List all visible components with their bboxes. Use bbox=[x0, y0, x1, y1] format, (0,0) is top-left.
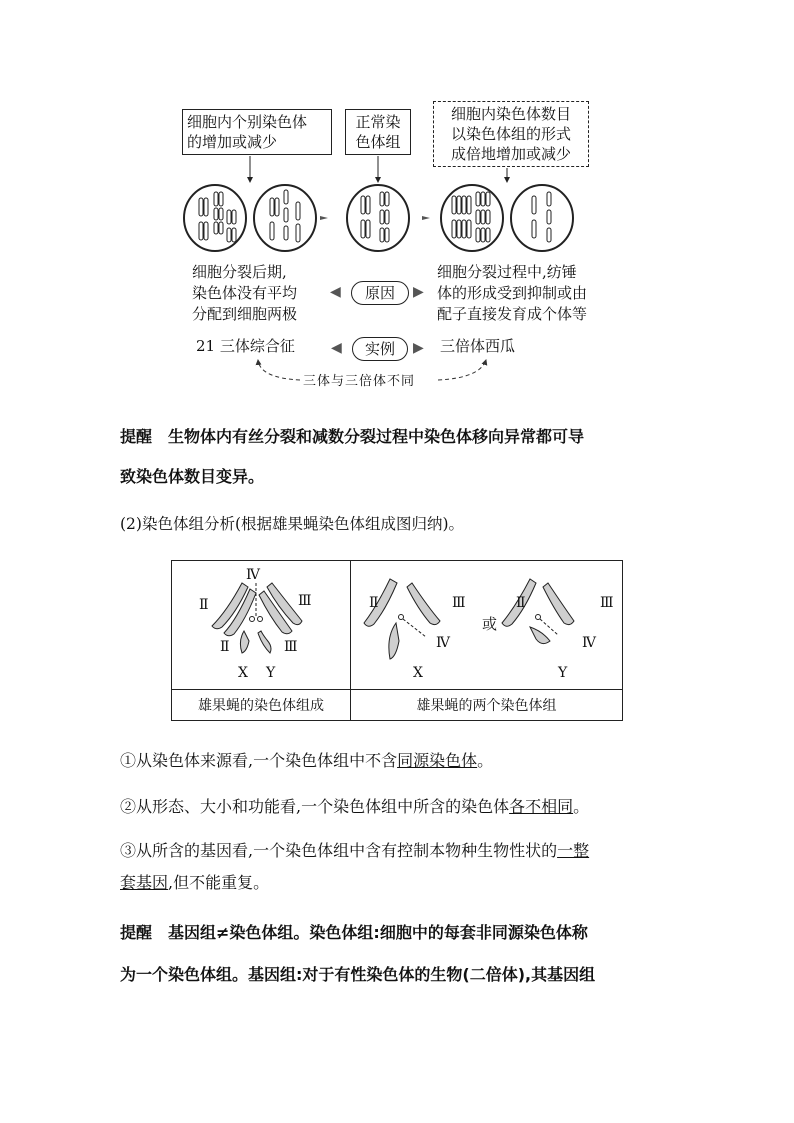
label-IV: Ⅳ bbox=[582, 635, 596, 651]
example-right-text: 三倍体西瓜 bbox=[440, 337, 516, 355]
left-arrow-icon: ◀ bbox=[330, 284, 341, 300]
label-X: X bbox=[238, 665, 248, 681]
box-chromosome-set-multiple-change: 细胞内染色体数目 以染色体组的形式 成倍地增加或减少 bbox=[433, 101, 589, 167]
difference-note: 三体与三倍体不同 bbox=[303, 374, 416, 389]
cell-5-haploid bbox=[511, 185, 573, 251]
tip2-label: 提醒 bbox=[120, 923, 153, 942]
label-Y: Y bbox=[558, 665, 568, 681]
fruitfly-chromosome-figure bbox=[171, 560, 623, 721]
example-label: 实例 bbox=[352, 337, 408, 361]
point-3-line2: 套基因,但不能重复。 bbox=[120, 873, 270, 892]
label-III: Ⅲ bbox=[600, 595, 614, 611]
label-II: Ⅱ bbox=[516, 595, 526, 611]
box-normal-chromosome-set: 正常染 色体组 bbox=[345, 109, 411, 155]
tip2-line2: 为一个染色体组。基因组:对于有性染色体的生物(二倍体),其基因组 bbox=[120, 965, 596, 984]
tip2-line1: 提醒 基因组≠染色体组。染色体组:细胞中的每套非同源染色体称 bbox=[120, 923, 588, 942]
cause-label: 原因 bbox=[351, 281, 409, 305]
label-Y: Y bbox=[266, 665, 276, 681]
tip1-line1: 提醒 生物体内有丝分裂和减数分裂过程中染色体移向异常都可导 bbox=[120, 427, 585, 446]
cell-4-polyploid bbox=[441, 185, 503, 251]
left-arrow-icon: ◀ bbox=[331, 340, 342, 356]
point-3-line1: ③从所含的基因看,一个染色体组中含有控制本物种生物性状的一整 bbox=[120, 841, 590, 860]
label-IV: Ⅳ bbox=[436, 635, 450, 651]
point-2: ②从形态、大小和功能看,一个染色体组中所含的染色体各不相同。 bbox=[120, 797, 590, 816]
cell-3-normal bbox=[347, 185, 409, 251]
label-X: X bbox=[413, 665, 423, 681]
tip1-line2: 致染色体数目变异。 bbox=[120, 467, 265, 486]
label-II: Ⅱ bbox=[199, 597, 209, 613]
or-text: 或 bbox=[482, 615, 498, 633]
right-caption: 雄果蝇的两个染色体组 bbox=[416, 698, 557, 714]
cell-1 bbox=[184, 185, 246, 251]
right-arrow-icon: ▶ bbox=[413, 340, 424, 356]
fruitfly-chromosomes-left bbox=[172, 561, 350, 691]
left-caption: 雄果蝇的染色体组成 bbox=[198, 698, 324, 714]
label-II: Ⅱ bbox=[220, 639, 230, 655]
label-IV: Ⅳ bbox=[246, 567, 260, 583]
right-arrow-icon: ▶ bbox=[413, 284, 424, 300]
label-III: Ⅲ bbox=[284, 639, 298, 655]
section2-title: (2)染色体组分析(根据雄果蝇染色体组成图归纳)。 bbox=[120, 515, 465, 533]
point-1: ①从染色体来源看,一个染色体组中不含同源染色体。 bbox=[120, 751, 494, 770]
cause-right-text: 细胞分裂过程中,纺锤 体的形成受到抑制或由 配子直接发育成个体等 bbox=[437, 263, 588, 323]
cell-drawings bbox=[170, 150, 610, 270]
tip1-label: 提醒 bbox=[120, 427, 153, 446]
box-individual-chromosome-change: 细胞内个别染色体 的增加或减少 bbox=[182, 109, 332, 155]
label-III: Ⅲ bbox=[452, 595, 466, 611]
label-II: Ⅱ bbox=[369, 595, 379, 611]
cause-left-text: 细胞分裂后期, 染色体没有平均 分配到细胞两极 bbox=[192, 263, 298, 323]
label-III: Ⅲ bbox=[298, 593, 312, 609]
example-left-text: 21 三体综合征 bbox=[196, 337, 295, 355]
caption-divider bbox=[172, 689, 622, 690]
cell-2 bbox=[254, 185, 316, 251]
